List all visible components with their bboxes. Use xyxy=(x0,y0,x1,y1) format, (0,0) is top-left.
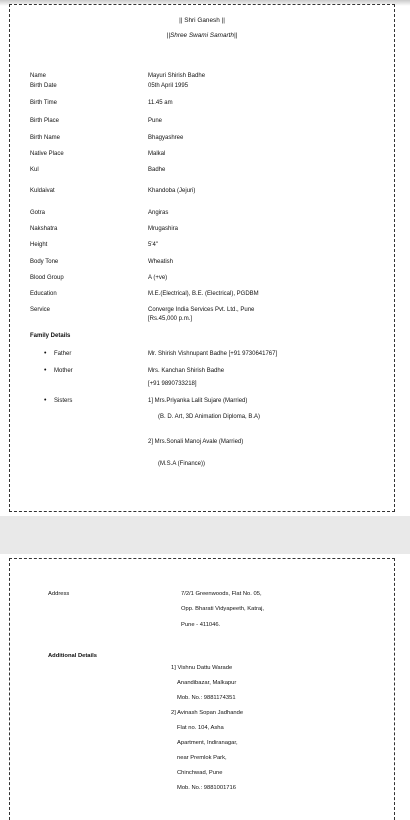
field-label: Education xyxy=(30,291,57,297)
header-line-1: || Shri Ganesh || xyxy=(179,17,225,24)
sister-2-detail: (M.S.A (Finance)) xyxy=(158,461,206,467)
mother-row xyxy=(30,366,380,376)
sisters-label: Sisters xyxy=(54,398,73,404)
field-row xyxy=(30,224,380,234)
address-line: Pune - 411046. xyxy=(181,622,221,628)
field-label: Kul xyxy=(30,167,39,173)
field-row xyxy=(30,98,380,108)
field-row xyxy=(30,240,380,250)
field-value: M.E.(Electrical), B.E. (Electrical), PGDBM xyxy=(148,291,259,297)
field-value: Angiras xyxy=(148,210,169,216)
address-label: Address xyxy=(48,591,70,597)
field-label: Service xyxy=(30,307,51,313)
field-label: Birth Date xyxy=(30,83,57,89)
mother-label: Mother xyxy=(54,368,73,374)
field-label: Gotra xyxy=(30,210,46,216)
bullet-icon: • xyxy=(44,350,47,357)
sister-1-detail-row xyxy=(30,412,380,422)
address-line: Opp. Bharati Vidyapeeth, Katraj, xyxy=(181,606,265,612)
mother-value: Mrs. Kanchan Shirish Badhe xyxy=(148,368,225,374)
biodata-page-2 xyxy=(9,558,395,820)
field-row xyxy=(30,257,380,267)
field-label: Kuldaivat xyxy=(30,188,55,194)
biodata-page-1 xyxy=(9,4,395,512)
field-value: Mayuri Shirish Badhe xyxy=(148,73,206,79)
field-row xyxy=(30,314,380,324)
additional-line: 2] Avinash Sopan Jadhande xyxy=(171,710,244,716)
additional-line: Apartment, Indiranagar, xyxy=(177,740,238,746)
field-label: Blood Group xyxy=(30,275,64,281)
field-row xyxy=(30,165,380,175)
sisters-row xyxy=(30,396,380,406)
field-label: Nakshatra xyxy=(30,226,58,232)
additional-line: Flat no. 104, Asha xyxy=(177,725,224,731)
field-row xyxy=(30,289,380,299)
field-label: Body Tone xyxy=(30,259,59,265)
additional-line: 1] Vishnu Dattu Warade xyxy=(171,665,233,671)
additional-details-label: Additional Details xyxy=(48,653,97,659)
field-value: 11.45 am xyxy=(148,100,173,106)
mother-phone: [+91 9890733218] xyxy=(148,381,197,387)
field-value: Bhagyashree xyxy=(148,135,184,141)
sister-2: 2] Mrs.Sonali Manoj Avale (Married) xyxy=(148,439,244,445)
additional-line: Anandibazar, Malkapur xyxy=(177,680,237,686)
field-row xyxy=(30,208,380,218)
sister-1-detail: (B. D. Art, 3D Animation Diploma, B.A) xyxy=(158,414,261,420)
additional-line: near Premlok Park, xyxy=(177,755,227,761)
bullet-icon: • xyxy=(44,397,47,404)
header-line-2: ||Shree Swami Samarth|| xyxy=(166,32,238,39)
field-value: Mrugashira xyxy=(148,226,179,232)
field-row xyxy=(30,71,380,81)
field-value: Badhe xyxy=(148,167,166,173)
additional-line: Mob. No.: 9881001716 xyxy=(177,785,236,791)
family-section xyxy=(30,331,380,341)
page-gap xyxy=(0,516,410,554)
field-label: Height xyxy=(30,242,48,248)
field-row xyxy=(30,116,380,126)
field-value: A (+ve) xyxy=(148,275,168,281)
field-label: Birth Place xyxy=(30,118,60,124)
field-row xyxy=(30,81,380,91)
additional-line: Chinchwad, Pune xyxy=(177,770,223,776)
field-value: Converge India Services Pvt. Ltd., Pune xyxy=(148,307,255,313)
field-value: Wheatish xyxy=(148,259,174,265)
field-label: Name xyxy=(30,73,47,79)
field-value: Pune xyxy=(148,118,163,124)
field-row xyxy=(30,273,380,283)
field-row xyxy=(30,149,380,159)
father-value: Mr. Shirish Vishnupant Badhe [+91 9730641767] xyxy=(148,351,278,357)
sister-1: 1] Mrs.Priyanka Lalit Sujare (Married) xyxy=(148,398,248,404)
mother-phone-row xyxy=(30,379,380,389)
sister-2-detail-row xyxy=(30,459,380,469)
address-line: 7/2/1 Greenwoods, Flat No. 05, xyxy=(181,591,262,597)
field-label: Birth Time xyxy=(30,100,58,106)
father-label: Father xyxy=(54,351,72,357)
additional-line: Mob. No.: 9881174351 xyxy=(177,695,236,701)
field-value: Malkal xyxy=(148,151,166,157)
field-value: Khandoba (Jejuri) xyxy=(148,188,196,194)
field-row xyxy=(30,186,380,196)
father-row xyxy=(30,349,380,359)
field-label: Birth Name xyxy=(30,135,61,141)
field-row xyxy=(30,133,380,143)
field-value: 05th April 1995 xyxy=(148,83,189,89)
sister-2-row xyxy=(30,437,380,447)
field-value: 5'4" xyxy=(148,242,158,248)
bullet-icon: • xyxy=(44,367,47,374)
field-value: [Rs.45,000 p.m.] xyxy=(148,316,193,322)
family-details-heading: Family Details xyxy=(30,333,71,339)
field-label: Native Place xyxy=(30,151,64,157)
